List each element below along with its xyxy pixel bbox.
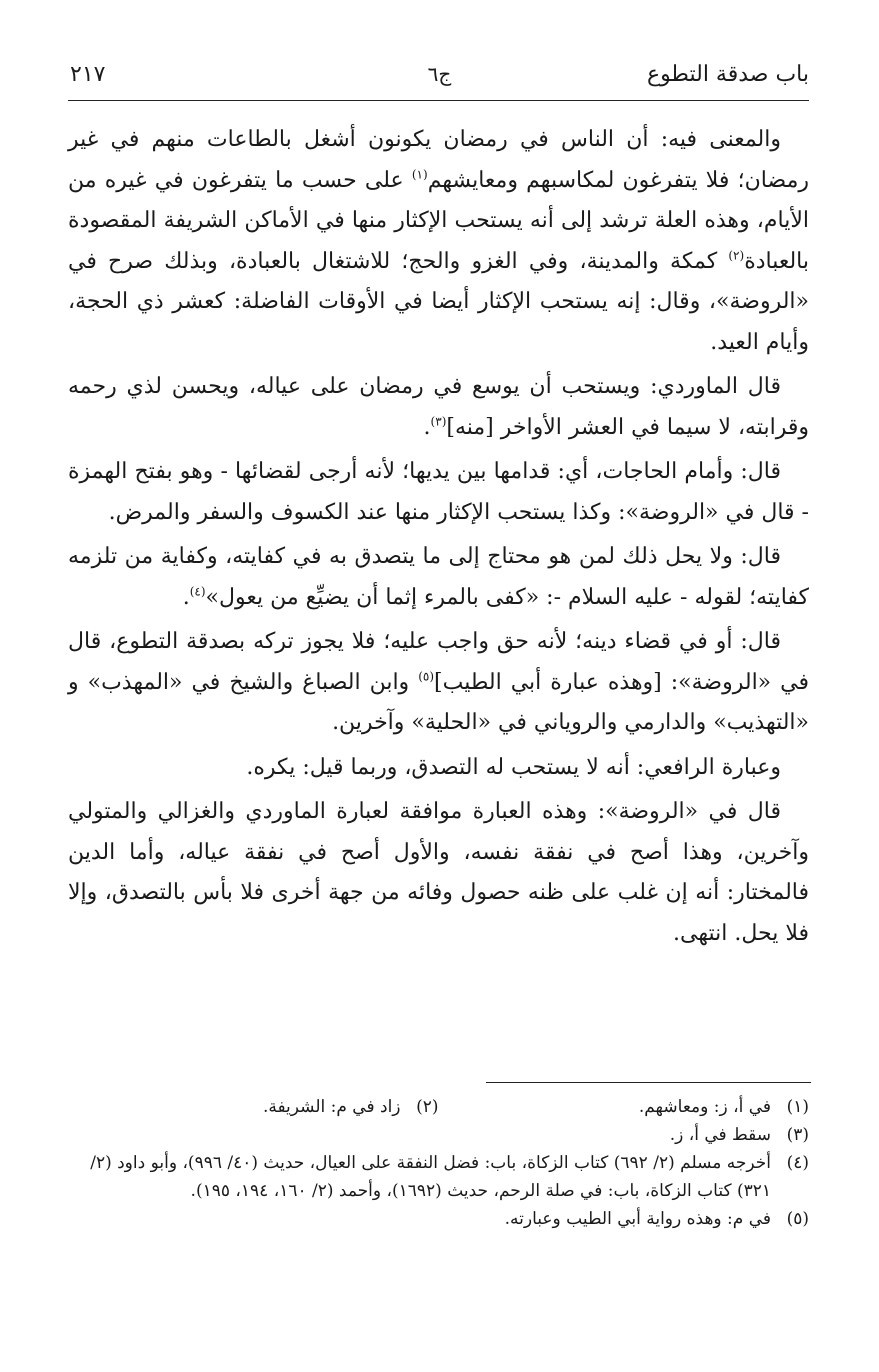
text-run: قال: وأمام الحاجات، أي: قدامها بين يديها؛ لأنه أرجى لقضائها - وهو بفتح الهمزة - قال في «الروضة»: وكذا يستحب الإكثار منها عند الكسوف والسفر والمرض.: [68, 459, 809, 525]
footnote-4: [68, 1149, 809, 1205]
footnotes: [68, 1093, 809, 1233]
footnote-ref: (٣): [430, 414, 447, 429]
text-run: .: [182, 584, 190, 610]
footnote-number: (٣): [786, 1125, 809, 1145]
footnote-text: زاد في م: الشريفة.: [262, 1097, 401, 1117]
paragraph: [68, 120, 809, 363]
footnote-text: سقط في أ، ز.: [669, 1125, 771, 1145]
volume-label: ج٦: [427, 62, 452, 86]
footnote-2: [68, 1093, 439, 1121]
paragraph: [68, 748, 809, 789]
paragraph: [68, 537, 809, 618]
footnote-ref: (١): [411, 167, 428, 182]
footnote-text: أخرجه مسلم (٢/ ٦٩٢) كتاب الزكاة، باب: فضل النفقة على العيال، حديث (٤٠/ ٩٩٦)، وأبو داود (٢/ ٣٢١) كتاب الزكاة، باب: في صلة الرحم، حديث (١٦٩٢)، وأحمد (٢/ ١٦٠، ١٩٤، ١٩٥).: [90, 1153, 771, 1201]
footnote-rule: [486, 1082, 811, 1083]
text-run: .: [423, 414, 431, 440]
paragraph: [68, 622, 809, 744]
footnote-ref: (٥): [418, 669, 435, 684]
text-run: والمعنى فيه: أن الناس في رمضان يكونون أشغل بالطاعات منهم في غير رمضان؛ فلا يتفرغون لمكاسبهم ومعايشهم: [68, 127, 809, 193]
text-run: كمكة والمدينة، وفي الغزو والحج؛ للاشتغال بالعبادة، وبذلك صرح في «الروضة»، وقال: إنه يستحب الإكثار أيضا في الأوقات الفاضلة: كعشر ذي الحجة، وأيام العيد.: [68, 248, 809, 355]
footnote-number: (٥): [786, 1209, 809, 1229]
text-run: قال في «الروضة»: وهذه العبارة موافقة لعبارة الماوردي والغزالي والمتولي وآخرين، وهذا أصح في نفقة نفسه، والأول أصح في نفقة عياله، وأما الدين فالمختار: أنه إن غلب على ظنه حصول وفائه من جهة أخرى فلا بأس بالتصدق، وإلا فلا يحل. انتهى.: [68, 799, 809, 946]
footnote-number: (١): [786, 1097, 809, 1117]
header-rule: [68, 100, 809, 101]
footnote-1: [439, 1093, 810, 1121]
footnote-number: (٤): [786, 1153, 809, 1173]
footnote-number: (٢): [416, 1097, 439, 1117]
page-header: [70, 62, 809, 96]
text-run: وابن الصباغ والشيخ في «المهذب» و «التهذيب» والدارمي والروياني في «الحلية» وآخرين.: [68, 669, 809, 735]
paragraph: [68, 452, 809, 533]
footnote-text: في أ، ز: ومعاشهم.: [638, 1097, 771, 1117]
main-text: [68, 120, 809, 958]
footnote-5: [68, 1205, 809, 1233]
text-run: قال: أو في قضاء دينه؛ لأنه حق واجب عليه؛ فلا يجوز تركه بصدقة التطوع، قال في «الروضة»: [وهذه عبارة أبي الطيب]: [68, 629, 809, 695]
paragraph: [68, 792, 809, 954]
footnote-row: [68, 1093, 809, 1121]
chapter-title: باب صدقة التطوع: [646, 62, 809, 87]
footnote-ref: (٤): [189, 584, 206, 599]
text-run: وعبارة الرافعي: أنه لا يستحب له التصدق، وربما قيل: يكره.: [246, 754, 781, 780]
footnote-3: [68, 1121, 809, 1149]
text-run: قال: ولا يحل ذلك لمن هو محتاج إلى ما يتصدق به في كفايته، وكفاية من تلزمه كفايته؛ لقوله - عليه السلام -: «كفى بالمرء إثما أن يضيِّع من يعول»: [68, 544, 809, 610]
text-run: قال الماوردي: ويستحب أن يوسع في رمضان على عياله، ويحسن لذي رحمه وقرابته، لا سيما في العشر الأواخر [منه]: [68, 374, 809, 440]
footnote-ref: (٢): [728, 248, 745, 263]
paragraph: [68, 367, 809, 448]
page-number: ٢١٧: [70, 62, 106, 87]
text-run: على حسب ما يتفرغون في غيره من الأيام، وهذه العلة ترشد إلى أنه يستحب الإكثار منها في الأماكن الشريفة المقصودة بالعبادة: [68, 167, 809, 274]
footnote-text: في م: وهذه رواية أبي الطيب وعبارته.: [504, 1209, 771, 1229]
